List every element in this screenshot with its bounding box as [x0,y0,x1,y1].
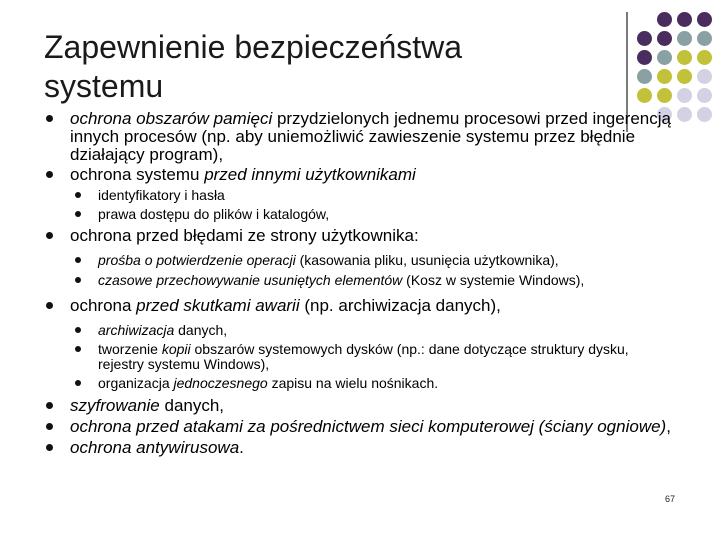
item-text: danych, [159,396,225,415]
decorative-dot [697,50,712,65]
decorative-dot [697,107,712,122]
bullet-icon [46,171,53,178]
decorative-dot [677,50,692,65]
slide-title [44,28,604,106]
item-emphasis: przed skutkami awarii [136,296,300,315]
sub-item-emphasis: czasowe przechowywanie usuniętych elementów [98,271,403,288]
bullet-icon [46,232,53,239]
decorative-dot [657,31,672,46]
decorative-dot [697,12,712,27]
bullet-icon [75,211,81,217]
sub-item-text: identyfikatory i hasła [98,187,225,203]
bullet-icon [46,423,53,430]
decorative-dot [657,50,672,65]
sub-list-item [44,342,674,373]
list-item [44,110,674,164]
item-text-2: (np. archiwizacja danych), [299,296,501,315]
sub-list-item [44,273,674,289]
sub-item-text: zapisu na wielu nośnikach. [267,374,439,391]
slide-body [44,110,674,457]
item-text: ochrona systemu [70,165,205,184]
sub-item-emphasis: prośba o potwierdzenie operacji [98,252,296,268]
sub-item-text: (Kosz w systemie Windows), [402,271,585,288]
bullet-icon [75,346,81,352]
item-text: ochrona [70,296,137,315]
item-text: , [666,417,671,436]
decorative-dot [657,12,672,27]
sub-item-text: (kasowania pliku, usunięcia użytkownika), [295,252,559,268]
bullet-icon [75,380,81,386]
list-item [44,439,674,457]
bullet-icon [75,277,81,283]
list-item [44,166,674,184]
item-emphasis: ochrona antywirusowa [70,438,240,457]
bullet-icon [75,257,81,263]
item-emphasis: ochrona obszarów pamięci [70,109,273,128]
bullet-icon [46,402,53,409]
list-item [44,418,674,436]
sub-list-item [44,207,674,223]
bullet-icon [75,327,81,333]
item-text: przydzielonych jednemu procesowi przed ingerencją innych procesów (np. aby uniemożliwić zawieszenie systemu przez błędnie działający program), [70,109,671,164]
sub-list-item [44,376,674,392]
decorative-dot [637,50,652,65]
sub-item-text: obszarów systemowych dysków (np.: dane dotyczące struktury dysku, rejestry systemu Windows), [98,340,629,372]
decorative-dot [677,107,692,122]
sub-item-prefix: tworzenie [98,340,162,357]
sub-item-text: danych, [174,322,228,338]
decorative-dot [657,69,672,84]
decorative-dot [697,69,712,84]
title-line-1: Zapewnienie bezpieczeństwa [44,29,463,65]
bullet-icon [75,192,81,198]
bullet-icon [46,444,53,451]
decorative-dot [657,88,672,103]
sub-item-emphasis: jednoczesnego [173,374,268,391]
sub-list-item [44,253,674,269]
sub-list-item [44,188,674,204]
item-emphasis: przed innymi użytkownikami [204,165,416,184]
sub-item-prefix: organizacja [98,374,174,391]
decorative-dot [697,31,712,46]
sub-list-item [44,323,674,339]
item-text: . [239,438,244,457]
sub-item-emphasis: kopii [161,340,191,357]
list-item [44,227,674,245]
decorative-dot [677,12,692,27]
list-item [44,297,674,315]
list-item [44,397,674,415]
bullet-icon [46,302,53,309]
decorative-dot [677,88,692,103]
sub-item-text: prawa dostępu do plików i katalogów, [98,205,330,222]
decorative-dot [637,31,652,46]
decorative-dot [697,88,712,103]
item-text: ochrona przed błędami ze strony użytkownika: [70,226,419,245]
decorative-dot [637,88,652,103]
page-number: 67 [665,494,676,504]
item-emphasis: ochrona przed atakami za pośrednictwem sieci komputerowej (ściany ogniowe) [70,417,667,436]
decorative-dot [677,31,692,46]
decorative-dot [677,69,692,84]
bullet-icon [46,115,53,122]
title-line-2: systemu [44,68,164,104]
item-emphasis: szyfrowanie [70,396,160,415]
sub-item-emphasis: archiwizacja [98,322,175,338]
decorative-dot [637,69,652,84]
